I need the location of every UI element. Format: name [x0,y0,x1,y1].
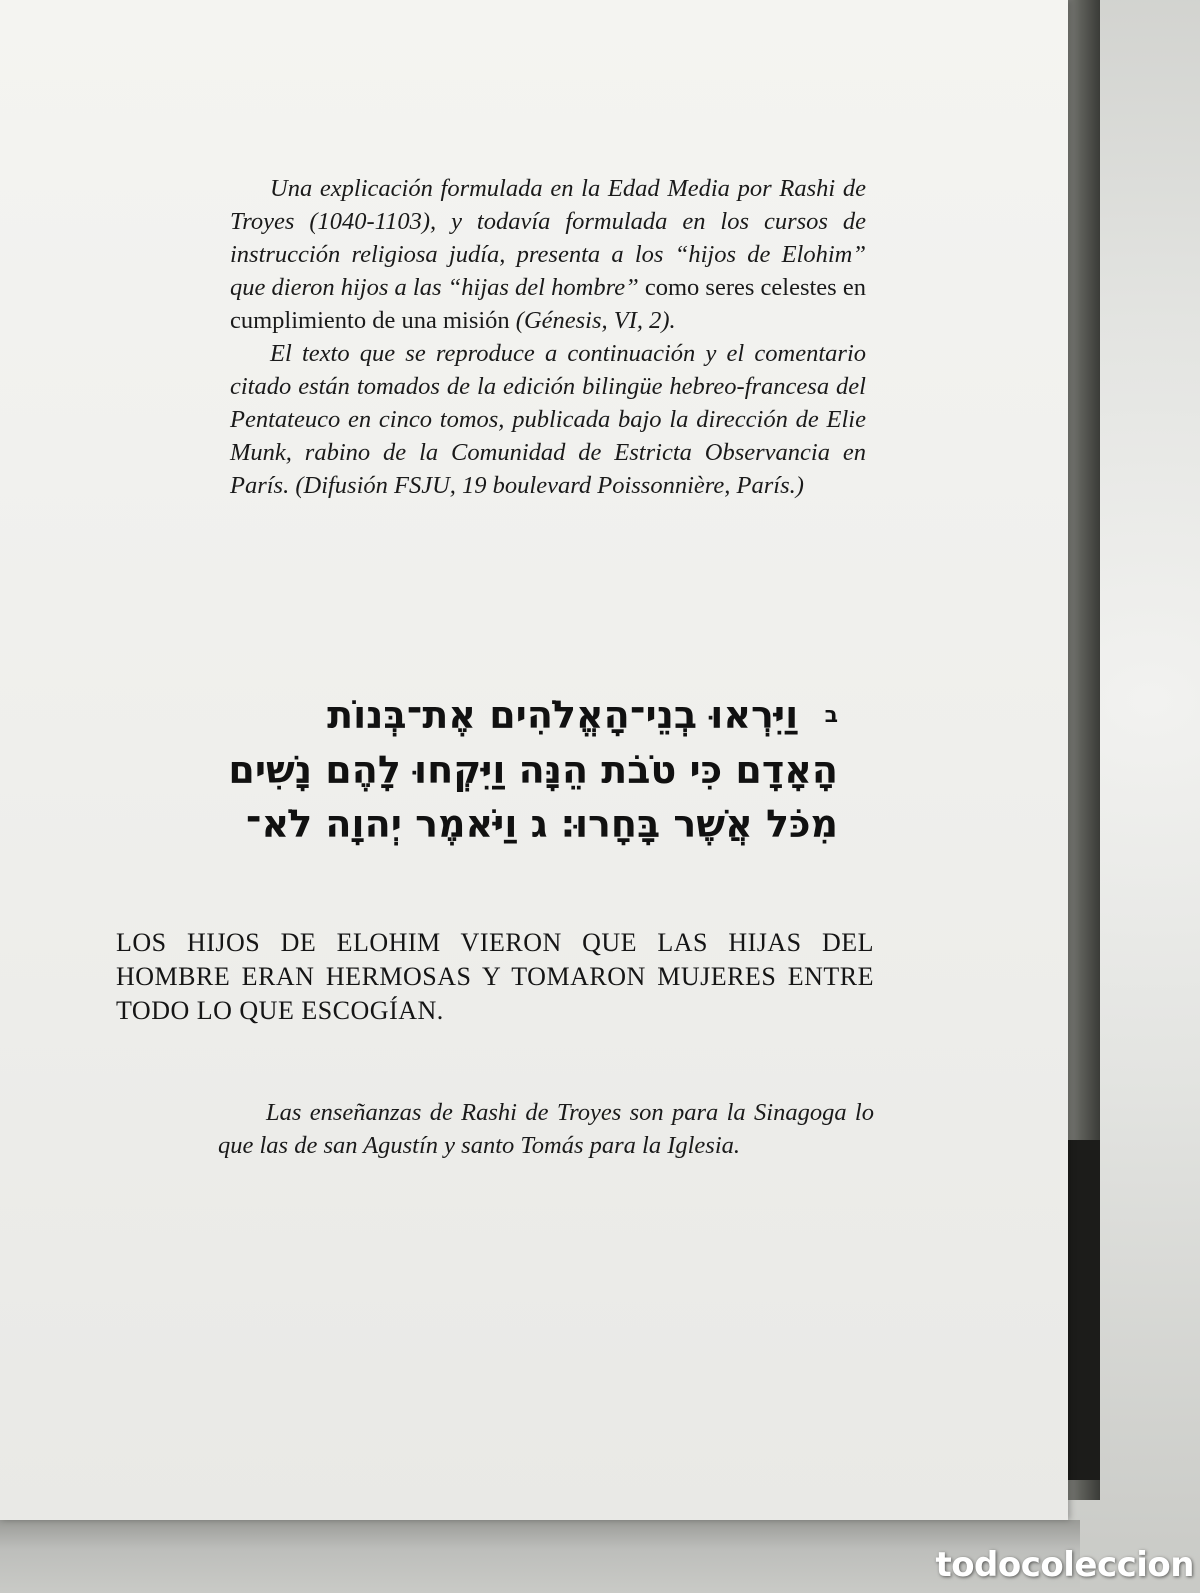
hebrew-verse [108,688,838,851]
closing-paragraph: Las enseñanzas de Rashi de Troyes son para la Sinagoga lo que las de san Agustín y santo Tomás para la Iglesia. [218,1099,874,1159]
intro-text [230,172,866,502]
intro-paragraph-1: Una explicación formulada en la Edad Media por Rashi de Troyes (1040-1103), y todavía formulada en los cursos de instrucción religiosa judía, presenta a los “hijos de Elohim” que dieron hijos a las “hijas del hombre” como seres celestes en cumplimiento de una misión (Génesis, VI, 2). [230,175,866,334]
closing-text [218,1096,874,1162]
hebrew-line-2: הָאָדָם כִּי טֹבֹת הֵנָּה וַיִּקְחוּ לָהֶם נָשִׁים [228,748,838,792]
hebrew-line-3: מִכֹּל אֲשֶׁר בָּחָרוּ׃ ג וַיֹּאמֶר יְהוָה לֹא־ [245,802,838,846]
watermark-logo: todocoleccion [935,1545,1194,1585]
translation-text: LOS HIJOS DE ELOHIM VIERON QUE LAS HIJAS DEL HOMBRE ERAN HERMOSAS Y TOMARON MUJERES ENTRE TODO LO QUE ESCOGÍAN. [116,928,874,1025]
page-bottom-shadow [0,1520,1080,1593]
intro-paragraph-2: El texto que se reproduce a continuación y el comentario citado están tomados de la edición bilingüe hebreo-francesa del Pentateuco en cinco tomos, publicada bajo la dirección de Elie Munk, rabino de la Comunidad de Estricta Observancia en París. (Difusión FSJU, 19 boulevard Poissonnière, París.) [230,340,866,499]
verse-number: ב [824,703,838,728]
book-cover-edge [1068,1140,1100,1480]
hebrew-line-1: ב וַיִּרְאוּ בְנֵי־הָאֱלֹהִים אֶת־בְּנוֹת [327,693,838,737]
